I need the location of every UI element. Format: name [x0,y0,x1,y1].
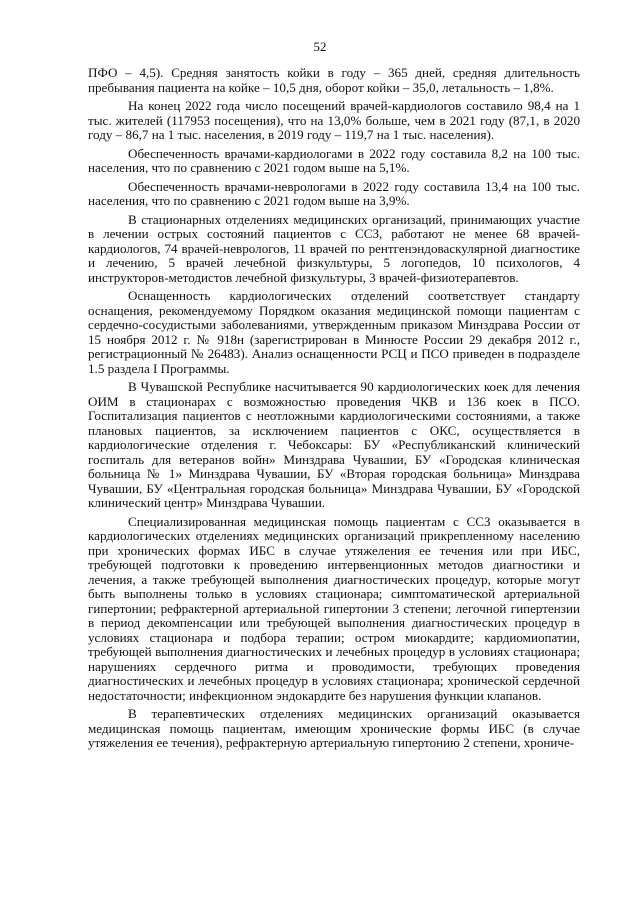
paragraph-2: На конец 2022 года число посещений врачей-кардиологов составило 98,4 на 1 тыс. жителей (117953 посещения), что на 13,0% больше, чем в 2021 году (87,1, в 2020 году – 86,7 на 1 тыс. населения, в 2019 году – 119,7 на 1 тыс. населения). [88,98,580,142]
paragraph-6: Оснащенность кардиологических отделений соответствует стандарту оснащения, рекомендуемому Порядком оказания медицинской помощи пациентам с сердечно-сосудистыми заболеваниями, утвержденным приказом Минздрава России от 15 ноября 2012 г. № 918н (зарегистрирован в Минюсте России 29 декабря 2012 г., регистрационный № 26483). Анализ оснащенности РСЦ и ПСО приведен в подразделе 1.5 раздела I Программы. [88,288,580,376]
paragraph-1: ПФО – 4,5). Средняя занятость койки в году – 365 дней, средняя длительность пребывания пациента на койке – 10,5 дня, оборот койки – 35,0, летальность – 1,8%. [88,65,580,95]
paragraph-4: Обеспеченность врачами-неврологами в 2022 году составила 13,4 на 100 тыс. населения, что по сравнению с 2021 годом выше на 3,9%. [88,178,580,208]
paragraph-5: В стационарных отделениях медицинских организаций, принимающих участие в лечении острых состояний пациентов с ССЗ, работают не менее 68 врачей-кардиологов, 74 врачей-неврологов, 11 врачей по рентгенэндоваскулярной диагностике и лечению, 5 врачей лечебной физкультуры, 5 логопедов, 10 психологов, 4 инструкторов-методистов лечебной физкультуры, 3 врачей-физиотерапевтов. [88,211,580,285]
paragraph-7: В Чувашской Республике насчитывается 90 кардиологических коек для лечения ОИМ в стационарах с возможностью проведения ЧКВ и 136 коек в ПСО. Госпитализация пациентов с неотложными кардиологическими состояниями, а также плановых пациентов, за исключением пациентов с ОКС, осуществляется в кардиологические отделения г. Чебоксары: БУ «Республиканский клинический госпиталь для ветеранов войн» Минздрава Чувашии, БУ «Городская клиническая больница № 1» Минздрава Чувашии, БУ «Вторая городская больница» Минздрава Чувашии, БУ «Центральная городская больница» Минздрава Чувашии, БУ «Городской клинический центр» Минздрава Чувашии. [88,379,580,510]
page-number: 52 [313,39,327,54]
document-body [88,66,580,755]
paragraph-3: Обеспеченность врачами-кардиологами в 2022 году составила 8,2 на 100 тыс. населения, что по сравнению с 2021 годом выше на 5,1%. [88,145,580,175]
paragraph-8: Специализированная медицинская помощь пациентам с ССЗ оказывается в кардиологических отделениях медицинских организаций прикрепленному населению при хронических формах ИБС в случае утяжеления ее течения или при ИБС, требующей подготовки к проведению интервенционных методов диагностики и лечения, а также требующей выполнения диагностических процедур, которые могут быть выполнены только в условиях стационара; симптоматической артериальной гипертонии; рефрактерной артериальной гипертонии 3 степени; легочной гипертензии в период декомпенсации или требующей выполнения диагностических процедур в условиях стационара и подбора терапии; остром миокардите; кардиомиопатии, требующей выполнения диагностических и лечебных процедур в условиях стационара; нарушениях сердечного ритма и проводимости, требующих проведения диагностических и лечебных процедур в условиях стационара; хронической сердечной недостаточности; инфекционном эндокардите без нарушения функции клапанов. [88,513,580,703]
paragraph-9: В терапевтических отделениях медицинских организаций оказывается медицинская помощь пациентам, имеющим хронические формы ИБС (в случае утяжеления ее течения), рефрактерную артериальную гипертонию 2 степени, хрониче- [88,706,580,750]
